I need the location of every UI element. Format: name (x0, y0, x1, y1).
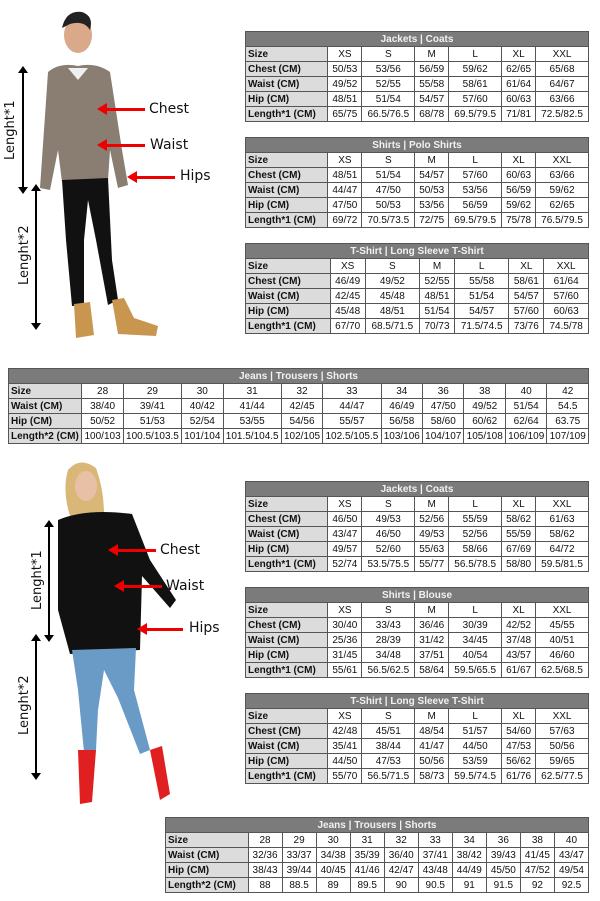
hips-arrow (145, 628, 183, 631)
table-row: Hip (CM) 49/57 52/60 55/63 58/66 67/69 64/72 (246, 542, 589, 557)
length2-label: Lenght*2 (17, 225, 32, 285)
length1-label: Lenght*1 (30, 550, 45, 610)
table-row: Length*1 (CM) 65/75 66.5/76.5 68/78 69.5/79.5 71/81 72.5/82.5 (246, 107, 589, 122)
chest-arrow (105, 108, 145, 111)
size-header-row: Size XS S M L XL XXL (246, 259, 589, 274)
table-row: Chest (CM) 42/48 45/51 48/54 51/57 54/60 57/63 (246, 724, 589, 739)
female-model-figure (0, 450, 240, 810)
size-header-row: Size XS S M L XL XXL (246, 603, 589, 618)
table-row: Chest (CM) 48/51 51/54 54/57 57/60 60/63 63/66 (246, 168, 589, 183)
table-title: Shirts | Polo Shirts (246, 138, 589, 153)
table-title: Jackets | Coats (246, 32, 589, 47)
length2-arrow (35, 188, 37, 326)
length2-label: Lenght*2 (17, 675, 32, 735)
table-row: Hip (CM) 38/43 39/44 40/45 41/46 42/47 43/48 44/49 45/50 47/52 49/54 (166, 863, 589, 878)
table-title: Jeans | Trousers | Shorts (9, 369, 589, 384)
chest-label: Chest (149, 101, 190, 117)
chest-label: Chest (160, 542, 201, 558)
size-header-row: Size 28 29 30 31 32 33 34 36 38 40 42 (9, 384, 589, 399)
table-row: Waist (CM) 49/52 52/55 55/58 58/61 61/64 64/67 (246, 77, 589, 92)
table-row: Waist (CM) 32/36 33/37 34/38 35/39 36/40 37/41 38/42 39/43 41/45 43/47 (166, 848, 589, 863)
size-header-row: Size XS S M L XL XXL (246, 497, 589, 512)
length2-arrow (35, 638, 37, 776)
table-row: Length*1 (CM) 55/70 56.5/71.5 58/73 59.5/74.5 61/76 62.5/77.5 (246, 769, 589, 784)
table-row: Waist (CM) 44/47 47/50 50/53 53/56 56/59 59/62 (246, 183, 589, 198)
table-row: Chest (CM) 30/40 33/43 36/46 30/39 42/52 45/55 (246, 618, 589, 633)
hips-arrow (135, 176, 175, 179)
women-jackets-table (245, 481, 589, 572)
table-row: Hip (CM) 44/50 47/53 50/56 53/59 56/62 59/65 (246, 754, 589, 769)
women-section (0, 450, 600, 901)
waist-arrow (105, 144, 145, 147)
length1-label: Lenght*1 (3, 100, 18, 160)
size-header-row: Size XS S M L XL XXL (246, 47, 589, 62)
table-title: Shirts | Blouse (246, 588, 589, 603)
table-row: Hip (CM) 47/50 50/53 53/56 56/59 59/62 62/65 (246, 198, 589, 213)
table-row: Length*1 (CM) 69/72 70.5/73.5 72/75 69.5/79.5 75/78 76.5/79.5 (246, 213, 589, 228)
table-row: Waist (CM) 25/36 28/39 31/42 34/45 37/48 40/51 (246, 633, 589, 648)
table-row: Waist (CM) 43/47 46/50 49/53 52/56 55/59 58/62 (246, 527, 589, 542)
table-row: Chest (CM) 46/50 49/53 52/56 55/59 58/62 61/63 (246, 512, 589, 527)
table-row: Chest (CM) 46/49 49/52 52/55 55/58 58/61 61/64 (246, 274, 589, 289)
table-title: T-Shirt | Long Sleeve T-Shirt (246, 244, 589, 259)
women-shirts-table (245, 587, 589, 678)
hips-label: Hips (180, 168, 211, 184)
men-jeans-table (8, 368, 589, 444)
table-row: Length*2 (CM) 100/103 100.5/103.5 101/104 101.5/104.5 102/105 102.5/105.5 103/106 104/107 105/108 106/109 107/109 (9, 429, 589, 444)
table-row: Hip (CM) 31/45 34/48 37/51 40/54 43/57 46/60 (246, 648, 589, 663)
length1-arrow (22, 70, 24, 190)
waist-label: Waist (150, 137, 189, 153)
table-row: Length*1 (CM) 52/74 53.5/75.5 55/77 56.5/78.5 58/80 59.5/81.5 (246, 557, 589, 572)
length1-arrow (48, 524, 50, 638)
men-section (0, 0, 600, 450)
male-model-figure (0, 0, 240, 360)
men-jackets-table (245, 31, 589, 122)
table-title: Jackets | Coats (246, 482, 589, 497)
men-shirts-table (245, 137, 589, 228)
table-row: Hip (CM) 45/48 48/51 51/54 54/57 57/60 60/63 (246, 304, 589, 319)
size-header-row: Size XS S M L XL XXL (246, 709, 589, 724)
hips-label: Hips (189, 620, 220, 636)
waist-arrow (122, 585, 162, 588)
size-header-row: Size 28 29 30 31 32 33 34 36 38 40 (166, 833, 589, 848)
table-row: Length*1 (CM) 67/70 68.5/71.5 70/73 71.5/74.5 73/76 74.5/78 (246, 319, 589, 334)
table-row: Length*1 (CM) 55/61 56.5/62.5 58/64 59.5/65.5 61/67 62.5/68.5 (246, 663, 589, 678)
table-row: Waist (CM) 42/45 45/48 48/51 51/54 54/57 57/60 (246, 289, 589, 304)
table-row: Hip (CM) 50/52 51/53 52/54 53/55 54/56 55/57 56/58 58/60 60/62 62/64 63.75 (9, 414, 589, 429)
table-title: T-Shirt | Long Sleeve T-Shirt (246, 694, 589, 709)
men-tshirts-table (245, 243, 589, 334)
table-row: Chest (CM) 50/53 53/56 56/59 59/62 62/65 65/68 (246, 62, 589, 77)
waist-label: Waist (166, 578, 205, 594)
table-title: Jeans | Trousers | Shorts (166, 818, 589, 833)
chest-arrow (116, 549, 156, 552)
women-jeans-table (165, 817, 589, 893)
table-row: Length*2 (CM) 88 88.5 89 89.5 90 90.5 91 91.5 92 92.5 (166, 878, 589, 893)
table-row: Waist (CM) 35/41 38/44 41/47 44/50 47/53 50/56 (246, 739, 589, 754)
size-header-row: Size XS S M L XL XXL (246, 153, 589, 168)
women-tshirts-table (245, 693, 589, 784)
table-row: Waist (CM) 38/40 39/41 40/42 41/44 42/45 44/47 46/49 47/50 49/52 51/54 54.5 (9, 399, 589, 414)
table-row: Hip (CM) 48/51 51/54 54/57 57/60 60/63 63/66 (246, 92, 589, 107)
